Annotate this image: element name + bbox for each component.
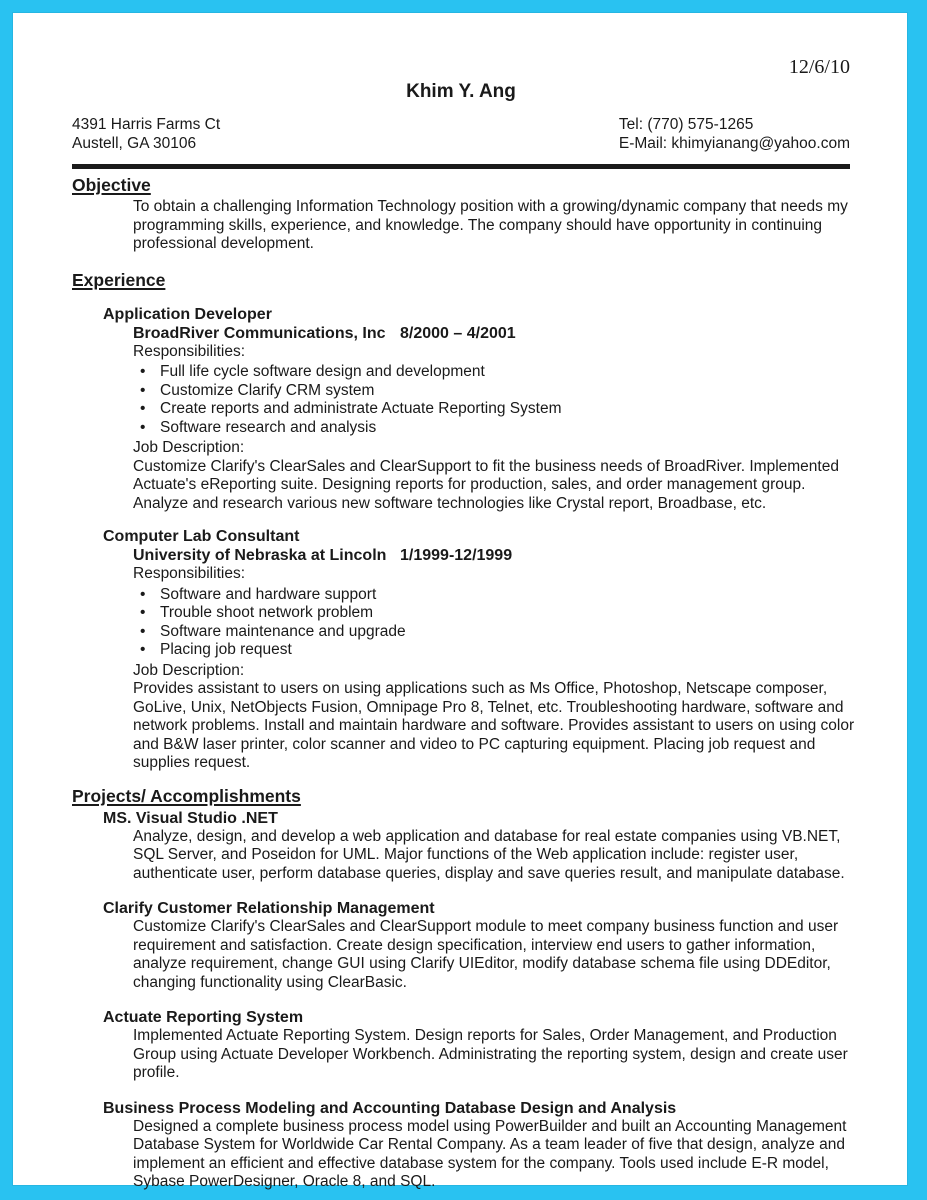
list-item [140, 400, 850, 419]
bullet-icon: • [140, 381, 146, 399]
project-title: Actuate Reporting System [103, 1009, 304, 1026]
header-divider [72, 164, 850, 169]
job-title: Computer Lab Consultant [103, 528, 300, 545]
bullet-icon: • [140, 641, 146, 658]
address-block [72, 116, 220, 153]
resume-page [13, 13, 907, 1190]
section-objective [72, 175, 850, 254]
list-item [140, 363, 850, 382]
bullet-icon: • [140, 363, 146, 380]
list-item [140, 586, 850, 605]
job-description-label: Job Description: [133, 661, 245, 679]
phone-email-block [619, 116, 850, 153]
job-org: University of Nebraska at Lincoln [133, 547, 387, 564]
job-org-line [133, 324, 850, 343]
telephone: Tel: (770) 575-1265 [618, 116, 754, 133]
project-body: Customize Clarify's ClearSales and ClearSupport module to meet company business function and user requirement and satisfaction. Create design specification, interview end users to gather information, analyze requirement, change GUI using Clarify UIEditor, modify database schema file using DDEditor, changing functionality using ClearBasic. [133, 918, 839, 991]
job-dates: 8/2000 – 4/2001 [400, 324, 516, 342]
bullet-text: Software and hardware support [160, 585, 377, 603]
list-item [140, 419, 850, 438]
project-entry [72, 809, 850, 884]
bullet-icon: • [140, 400, 146, 417]
job-entry [72, 305, 850, 514]
project-entry [72, 1008, 850, 1083]
address-line-2: Austell, GA 30106 [72, 134, 197, 152]
contact-block [72, 116, 850, 153]
job-description: Provides assistant to users on using applications such as Ms Office, Photoshop, Netscape composer, GoLive, Unix, NetObjects Fusion, Omnipage Pro 8, Telnet, etc. Troubleshooting hardware, software and network problems. Install and maintain hardware and software. Provides assistant to users on using color and B&W laser printer, color scanner and video to PC capturing equipment. Placing job request and supplies request. [133, 680, 855, 771]
email: E-Mail: khimyianang@yahoo.com [618, 134, 850, 152]
project-entry [72, 899, 850, 992]
bullet-text: Customize Clarify CRM system [160, 381, 375, 399]
job-title: Application Developer [103, 305, 272, 323]
bullet-text: Full life cycle software design and development [160, 363, 485, 380]
job-description: Customize Clarify's ClearSales and ClearSupport to fit the business needs of BroadRiver. Implemented Actuate's eReporting suite. Designing reports for production, sales, and order management group. Analyze and research various new software technologies like Crystal report, Broadbase, etc. [133, 457, 839, 512]
list-item [140, 641, 850, 660]
objective-body: To obtain a challenging Information Technology position with a growing/dynamic company that needs my programming skills, experience, and knowledge. The company should have opportunity in continuing professional development. [133, 198, 848, 252]
list-item [140, 623, 850, 642]
project-body: Designed a complete business process model using PowerBuilder and built an Accounting Management Database System for Worldwide Car Rental Company. As a team leader of five that design, analyze and implement an efficient and effective database system for the company. Tools used include E-R model, Sybase PowerDesigner, Oracle 8, and SQL. [133, 1117, 847, 1190]
page-title: Khim Y. Ang [406, 81, 516, 102]
responsibilities-list [140, 584, 850, 662]
responsibilities-label: Responsibilities: [133, 342, 245, 360]
bullet-icon: • [140, 585, 146, 603]
job-org-line [133, 546, 850, 565]
bullet-text: Software research and analysis [160, 418, 377, 436]
experience-heading: Experience [72, 269, 166, 290]
responsibilities-list [140, 361, 850, 439]
project-body: Implemented Actuate Reporting System. Design reports for Sales, Order Management, and Production Group using Actuate Developer Workbench. Administrating the reporting system, design and create user profile. [133, 1027, 848, 1081]
list-item [140, 382, 850, 401]
project-body: Analyze, design, and develop a web application and database for real estate companies using VB.NET, SQL Server, and Poseidon for UML. Major functions of the Web application include: register user, authenticate user, perform database queries, display and save queries result, and manipulate database. [133, 827, 845, 882]
document-date: 12/6/10 [788, 56, 850, 78]
section-projects [72, 786, 850, 1192]
bullet-icon: • [140, 418, 146, 436]
job-org: BroadRiver Communications, Inc [133, 324, 386, 342]
project-title: Clarify Customer Relationship Management [103, 900, 435, 917]
responsibilities-label: Responsibilities: [133, 565, 245, 582]
job-dates: 1/1999-12/1999 [400, 547, 513, 564]
objective-heading: Objective [72, 175, 151, 195]
bullet-text: Software maintenance and upgrade [160, 622, 406, 640]
job-entry [72, 527, 855, 773]
bullet-text: Create reports and administrate Actuate Reporting System [160, 400, 562, 417]
section-experience [72, 269, 855, 773]
bullet-icon: • [140, 622, 146, 640]
project-entry [72, 1099, 850, 1192]
job-description-label: Job Description: [133, 439, 245, 456]
bullet-icon: • [140, 604, 146, 621]
list-item [140, 604, 850, 623]
project-title: Business Process Modeling and Accounting Database Design and Analysis [103, 1099, 677, 1117]
projects-heading: Projects/ Accomplishments [72, 785, 301, 806]
bullet-text: Trouble shoot network problem [160, 604, 374, 621]
project-title: MS. Visual Studio .NET [103, 809, 278, 827]
bullet-text: Placing job request [160, 641, 292, 658]
address-line-1: 4391 Harris Farms Ct [72, 116, 221, 133]
